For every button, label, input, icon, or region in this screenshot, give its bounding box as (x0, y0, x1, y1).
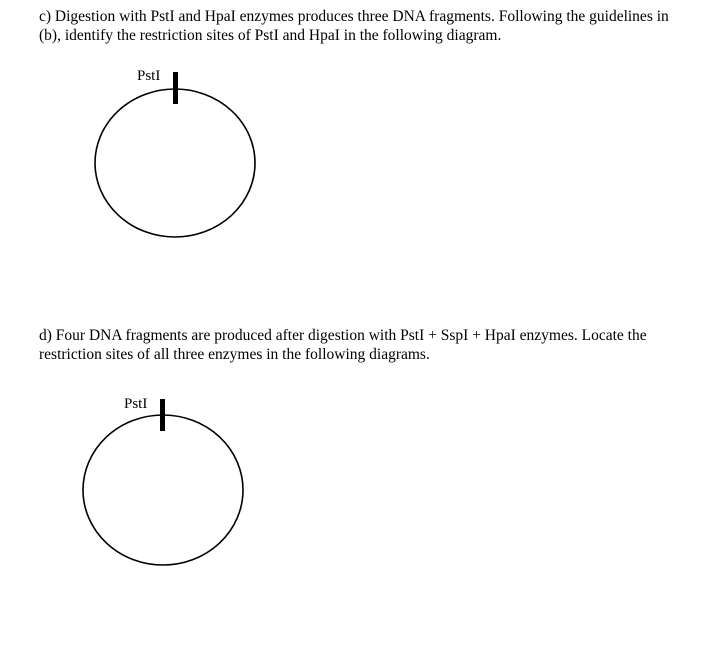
plasmid-circle (95, 89, 255, 237)
pstI-site-marker (173, 72, 178, 104)
question-c-text: c) Digestion with PstI and HpaI enzymes produces three DNA fragments. Following the guidelines in (b), identify the restriction sites of PstI and HpaI in the following diagram. (39, 8, 669, 44)
plasmid-diagram-c (88, 60, 268, 245)
pstI-site-label: PstI (137, 68, 161, 84)
pstI-site-label: PstI (124, 396, 148, 412)
pstI-site-marker (160, 399, 165, 431)
question-d-text: d) Four DNA fragments are produced after digestion with PstI + SspI + HpaI enzymes. Locate the restriction sites of all three enzymes in the following diagrams. (39, 327, 647, 363)
plasmid-diagram-d (76, 388, 256, 573)
plasmid-circle (83, 415, 243, 565)
